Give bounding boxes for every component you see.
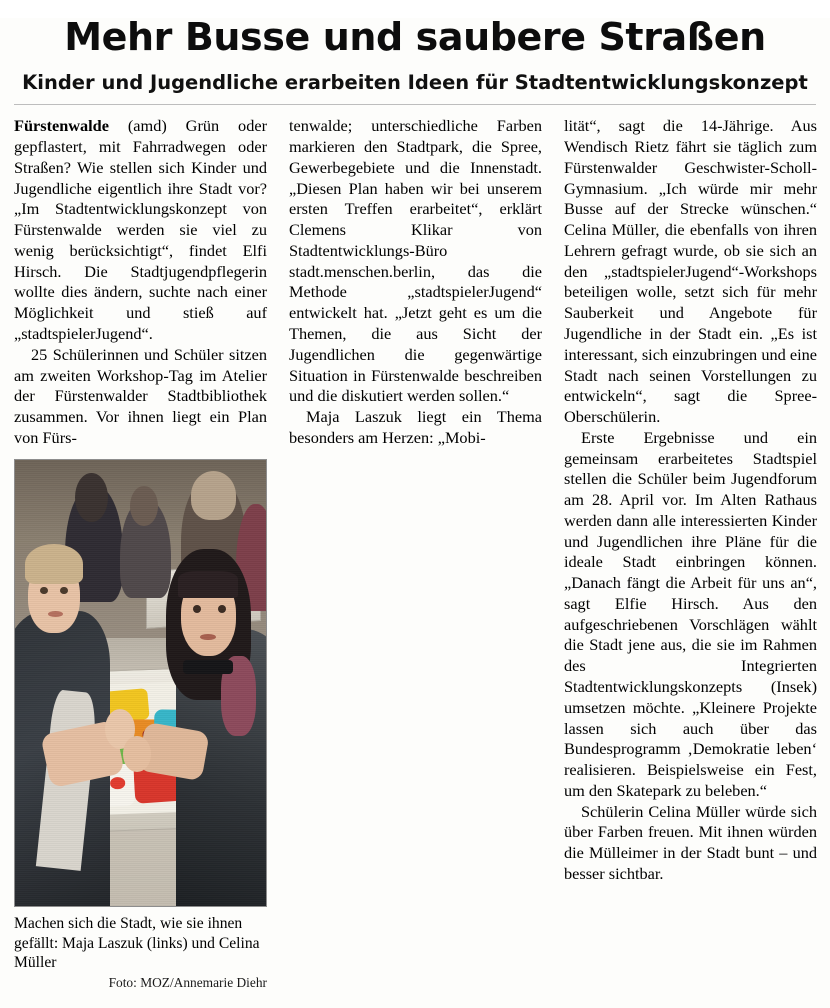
article-column-3 (564, 116, 817, 991)
girl-right-choker (183, 660, 233, 673)
page-title: Mehr Busse und saubere Straßen (64, 15, 766, 59)
girl-left-hair (25, 544, 83, 584)
workshop-photo (14, 459, 267, 907)
girl-right-hand (123, 736, 151, 772)
photo-credit: Foto: MOZ/Annemarie Diehr (108, 975, 267, 991)
girl-right-eye-left (193, 605, 201, 613)
paragraph: lität“, sagt die 14-Jährige. Aus Wendisch Rietz fährt sie täglich zum Fürstenwalder Geschwister-Scholl-Gymnasium. „Ich würde mir mehr Busse auf der Strecke wünschen.“ Celina Müller, die ebenfalls von ihren Lehrern gefragt wurde, ob sie sich an den „stadtspielerJugend“-Workshops beteiligen wolle, setzt sich für mehr Sauberkeit und Angebote für Jugendliche in der Stadt ein. „Es ist interessant, sich einzubringen und eine Stadt nach seinen Vorstellungen zu entwickeln“, sagt die Spree-Oberschülerin. (564, 116, 817, 427)
girl-right-eye-right (218, 605, 226, 613)
article-columns (0, 105, 830, 991)
paragraph: Maja Laszuk liegt ein Thema besonders am Herzen: „Mobi- (289, 407, 542, 447)
paragraph: tenwalde; unterschiedliche Farben markieren den Stadtpark, die Spree, Gewerbegebiete und die Innenstadt. „Diesen Plan haben wir bei unserem ersten Treffen erarbeitet“, erklärt Clemens Klikar von Stadtentwicklungs-Büro stadt.menschen.berlin, das die Methode „stadtspielerJugend“ entwickelt hat. „Jetzt geht es um die Themen, die aus Sicht der Jugendlichen die gegenwärtige Situation in Fürstenwalde beschreiben und die diskutiert werden sollen.“ (289, 116, 542, 406)
newspaper-page (0, 15, 830, 1008)
paragraph: Erste Ergebnisse und ein gemeinsam erarbeitetes Stadtspiel stellen die Schüler beim Jugendforum am 28. April vor. Im Alten Rathaus werden dann alle interessierten Kinder und Jugendlichen ihre Pläne für die ideale Stadt einbringen können. „Danach fängt die Arbeit für uns an“, sagt Elfie Hirsch. Aus den aufgeschriebenen Vorschlägen wählt die Stadt jene aus, die sie im Rahmen des Integrierten Stadtentwicklungskonzepts (Insek) umsetzen möchte. „Kleinere Projekte lassen sich auch über das Bundesprogramm ‚Demokratie leben‘ realisieren. Beispielsweise ein Fest, um den Skatepark zu beleben.“ (564, 427, 817, 800)
girl-right-mouth (200, 634, 216, 641)
photo-caption: Machen sich die Stadt, wie sie ihnen gefällt: Maja Laszuk (links) und Celina Müller (14, 914, 260, 972)
paragraph: Schülerin Celina Müller würde sich über Farben freuen. Mit ihnen würden die Mülleimer in der Stadt bunt – und besser sichtbar. (564, 801, 817, 883)
photo-figure (14, 459, 267, 992)
article-column-1 (14, 116, 267, 991)
girl-right-bangs (178, 571, 238, 598)
background-person-1-head (75, 473, 108, 522)
page-subtitle: Kinder und Jugendliche erarbeiten Ideen für Stadtentwicklungskonzept (22, 70, 808, 94)
paragraph: 25 Schülerinnen und Schüler sitzen am zweiten Workshop-Tag im Atelier der Fürstenwalder Stadtbibliothek zusammen. Vor ihnen liegt ein Plan von Fürs- (14, 344, 267, 447)
paragraph-text: (amd) Grün oder gepflastert, mit Fahrradwegen oder Straßen? Wie stellen sich Kinder und Jugendliche eigentlich ihre Stadt vor? „Im Stadtentwicklungskonzept von Fürstenwalde werden sie viel zu wenig berücksichtigt“, findet Elfi Hirsch. Die Stadtjugendpflegerin wollte dies ändern, suchte nach einer Möglichkeit und stieß auf „stadtspielerJugend“. (14, 116, 267, 343)
dateline: Fürstenwalde (14, 116, 109, 136)
paragraph (14, 116, 267, 344)
background-person-3-hood (191, 471, 236, 520)
article-column-2 (289, 116, 542, 991)
